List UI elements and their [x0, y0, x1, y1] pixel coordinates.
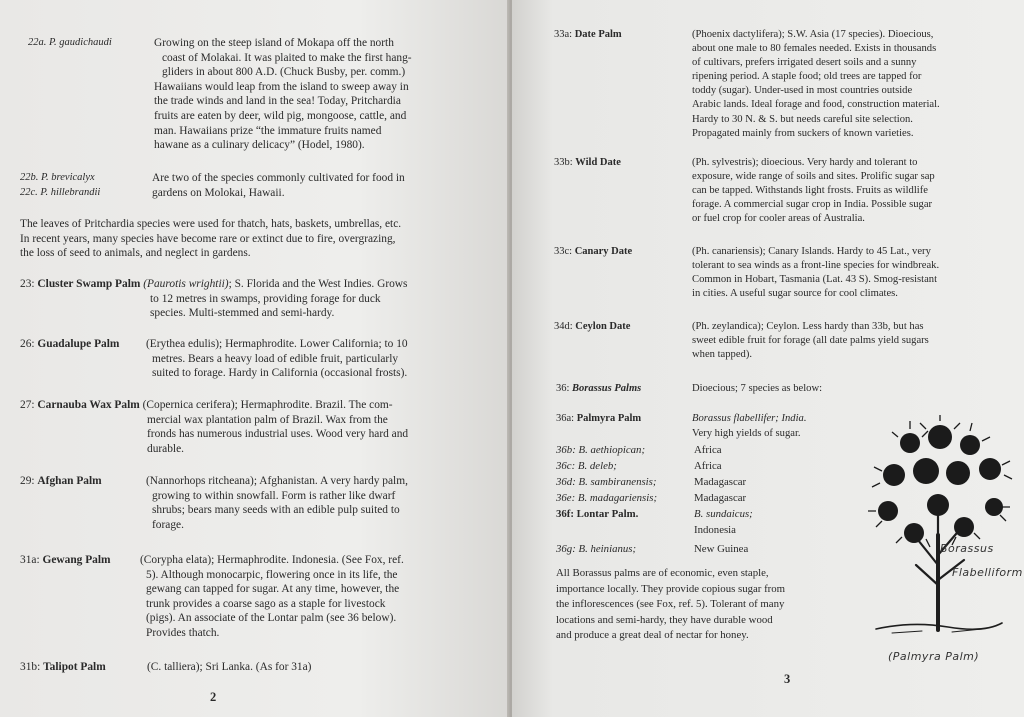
- text-line: hawane as a culinary delicacy” (Hodel, 1980).: [154, 139, 365, 152]
- text-line: to 12 metres in swamps, providing forage for duck: [150, 292, 381, 305]
- species-region: Madagascar: [694, 476, 747, 488]
- entry-body: [692, 245, 1012, 301]
- species-region: Madagascar: [694, 492, 747, 504]
- text-line: (Erythea edulis); Hermaphrodite. Lower California; to 10: [146, 338, 408, 350]
- text-line: tolerant to sea winds as a front-line species for windbreak.: [692, 260, 940, 272]
- text-line: importance locally. They provide copious sugar from: [556, 582, 786, 595]
- text-line: coast of Molakai. It was plaited to make the first hang-: [162, 51, 412, 64]
- entry-number: 31a:: [20, 554, 40, 566]
- page-number: 2: [210, 690, 217, 704]
- species-label: 36b: B. aethiopican;: [556, 444, 646, 456]
- text-line: (Ph. sylvestris); dioecious. Very hardy and tolerant to: [692, 157, 918, 168]
- text-line: locations and semi-hardy, they have durable wood: [556, 613, 773, 626]
- text-line: and produce a great deal of nectar for honey.: [556, 629, 749, 641]
- text-line: (C. talliera); Sri Lanka. (As for 31a): [147, 661, 312, 673]
- entry-body: [146, 474, 476, 532]
- crown: [927, 494, 949, 516]
- entry-number: 33b:: [554, 157, 573, 168]
- crown: [928, 425, 952, 449]
- entry-body: [152, 171, 472, 200]
- crown: [900, 433, 920, 453]
- entry-number: 31b:: [20, 661, 41, 673]
- left-page: [0, 0, 510, 717]
- text-line: ; S. Florida and the West Indies. Grows: [228, 278, 408, 290]
- entry-name: Wild Date: [575, 157, 621, 168]
- text-line: trunk provides a coarse sago as a staple for livestock: [146, 597, 386, 610]
- entry-label: [556, 412, 641, 427]
- entry-number: 33a:: [554, 29, 573, 40]
- crown: [904, 523, 924, 543]
- entry-number: 33c:: [554, 246, 573, 257]
- entry-body: [146, 337, 476, 381]
- text-line: Hawaiians would leap from the island to sweep away in: [154, 80, 409, 93]
- borassus-summary-paragraph: [556, 566, 856, 644]
- text-line: Common in Hobart, Tasmania (Lat. 43 S). Smog-resistant: [692, 274, 938, 286]
- entry-label: [556, 382, 641, 397]
- palmyra-palm-illustration: [852, 415, 1024, 645]
- species-label: 36d: B. sambiranensis;: [556, 476, 657, 488]
- entry-labels: [20, 171, 100, 200]
- entry-label: [20, 474, 102, 489]
- entry-body: [154, 36, 474, 153]
- species-region: Africa: [694, 444, 722, 456]
- crown: [883, 464, 905, 486]
- text-line: (Copernica cerifera); Hermaphrodite. Brazil. The com-: [142, 399, 393, 411]
- text-line: (pigs). An associate of the Lontar palm (see 36 below).: [146, 612, 397, 625]
- entry-label: 22c. P. hillebrandii: [20, 186, 101, 198]
- text-line: 5). Although monocarpic, flowering once in its life, the: [146, 568, 398, 581]
- entry-label: 22b. P. brevicalyx: [20, 172, 95, 183]
- species-region: New Guinea: [694, 543, 749, 555]
- text-line: species. Multi-stemmed and semi-hardy.: [150, 307, 335, 320]
- species-row: [556, 474, 856, 490]
- species-label: 36f: Lontar Palm.: [556, 508, 639, 520]
- entry-label: [554, 156, 621, 171]
- text-line: In recent years, many species have become rare or extinct due to fire, overgrazing,: [20, 232, 396, 245]
- borassus-species-list: [556, 442, 856, 557]
- entry-label: [20, 660, 106, 675]
- text-line: Growing on the steep island of Mokapa off the north: [154, 37, 394, 49]
- entry-number: 36a:: [556, 413, 575, 424]
- species-row: [556, 490, 856, 506]
- entry-number: 29:: [20, 475, 35, 487]
- text-line: Are two of the species commonly cultivated for food in: [152, 172, 405, 184]
- species-label: [556, 522, 694, 538]
- entry-label: [554, 320, 630, 335]
- species-row: [556, 442, 856, 458]
- entry-name: Ceylon Date: [575, 321, 631, 332]
- crown: [913, 458, 939, 484]
- entry-23: [20, 277, 490, 321]
- crown: [946, 461, 970, 485]
- entry-label: [20, 337, 119, 352]
- text-line: fruits are eaten by deer, wild pig, mongoose, cattle, and: [154, 109, 407, 122]
- crown: [954, 517, 974, 537]
- text-line: man. Hawaiians prize “the immature fruits named: [154, 124, 382, 137]
- palm-crowns: [878, 425, 1003, 543]
- entry-name: Borassus Palms: [572, 383, 642, 394]
- species-label: 36e: B. madagariensis;: [556, 492, 658, 504]
- text-line: can be tapped. Withstands light frosts. Fruits as wildlife: [692, 185, 928, 197]
- crown: [985, 498, 1003, 516]
- text-line: All Borassus palms are of economic, even staple,: [556, 567, 769, 579]
- species-row: [556, 541, 856, 557]
- text-line: the trade winds and land in the sea! Today, Pritchardia: [154, 95, 401, 108]
- entry-number: 34d:: [554, 321, 573, 332]
- entry-name: Talipot Palm: [43, 661, 106, 673]
- text-line: forage.: [152, 518, 184, 531]
- text-line: (Ph. zeylandica); Ceylon. Less hardy than 33b, but has: [692, 321, 924, 332]
- entry-name: Gewang Palm: [42, 554, 111, 566]
- text-line: growing to within snowfall. Form is rather like dwarf: [152, 489, 396, 502]
- text-line: Arabic lands. Ideal forage and food, construction material.: [692, 99, 940, 111]
- text-line: Very high yields of sugar.: [692, 427, 801, 439]
- species-row: [556, 506, 856, 522]
- entry-label: [20, 553, 111, 568]
- species-region: Indonesia: [694, 524, 736, 536]
- text-line: Propagated mainly from suckers of known varieties.: [692, 127, 914, 139]
- species-row: [556, 458, 856, 474]
- species-label: 36c: B. deleb;: [556, 460, 617, 472]
- entry-name: Carnauba Wax Palm: [37, 399, 140, 411]
- text-line: suited to forage. Hardy in California (occasional frosts).: [152, 367, 408, 380]
- crown: [878, 501, 898, 521]
- entry-label: [554, 245, 632, 260]
- species-label: 36g: B. heinianus;: [556, 543, 637, 555]
- entry-name: Afghan Palm: [37, 475, 102, 487]
- text-line: gardens on Molokai, Hawaii.: [152, 186, 285, 199]
- entry-body: [692, 412, 862, 441]
- entry-name: Palmyra Palm: [576, 413, 642, 424]
- entry-name: Date Palm: [574, 29, 622, 40]
- entry-body: [147, 660, 477, 675]
- entry-name: Guadalupe Palm: [37, 338, 120, 350]
- text-line: toddy (sugar). Under-used in most countries outside: [692, 85, 913, 97]
- entry-label: [554, 28, 622, 43]
- text-line: gliders in about 800 A.D. (Chuck Busby, per. comm.): [162, 66, 406, 79]
- text-line: the loss of seed to animals, and neglect in gardens.: [20, 247, 251, 260]
- entry-label: 22a. P. gaudichaudi: [28, 37, 112, 48]
- text-line: ripening period. A staple food; old trees are tapped for: [692, 71, 922, 83]
- crown: [979, 458, 1001, 480]
- page-number: 3: [784, 672, 791, 686]
- text-line: shrubs; bears many seeds with an edible pulp suited to: [152, 504, 400, 517]
- entry-number: 36:: [556, 383, 570, 394]
- entry-body: [692, 28, 1012, 141]
- text-line: forage. A commercial sugar crop in India. Possible sugar: [692, 199, 933, 211]
- text-line: exposure, wide range of soils and sites. Prolific sugar sap: [692, 171, 935, 183]
- text-line: (Ph. canariensis); Canary Islands. Hardy to 45 Lat., very: [692, 246, 931, 257]
- text-line: in cities. A useful sugar source for cool climates.: [692, 288, 898, 300]
- text-line: Provides thatch.: [146, 626, 220, 639]
- entry-first-line: [20, 277, 490, 292]
- text-line: gewang can tapped for sugar. At any time, however, the: [146, 583, 400, 596]
- text-line: fronds has numerous industrial uses. Wood very hard and: [147, 428, 409, 441]
- text-line: metres. Bears a heavy load of edible fruit, particularly: [152, 352, 399, 365]
- text-line: the inflorescences (see Fox, ref. 5). Tolerant of many: [556, 598, 785, 610]
- illustration-caption-line-3: (Palmyra Palm): [888, 650, 980, 663]
- entry-name: Cluster Swamp Palm: [37, 278, 141, 290]
- text-line: Hardy to 30 N. & S. but needs careful site selection.: [692, 113, 913, 125]
- text-line: about one male to 80 females needed. Exists in thousands: [692, 43, 937, 55]
- species-region: Africa: [694, 460, 722, 472]
- illustration-caption-line-1: Borassus: [940, 542, 994, 555]
- text-line: (Nannorhops ritcheana); Afghanistan. A very hardy palm,: [146, 475, 408, 487]
- text-line: or fuel crop for cooler areas of Australia.: [692, 213, 865, 225]
- text-line: sweet edible fruit for forage (all date palms yield sugars: [692, 335, 929, 347]
- entry-body: [692, 156, 1012, 226]
- text-line: when tapped).: [692, 349, 753, 361]
- species-region: B. sundaicus;: [694, 508, 753, 520]
- right-page: [512, 0, 1024, 717]
- text-line: (Corypha elata); Hermaphrodite. Indonesia. (See Fox, ref.: [140, 554, 404, 566]
- entry-body: [140, 553, 470, 641]
- entry-body: Dioecious; 7 species as below:: [692, 383, 823, 394]
- entry-number: 26:: [20, 338, 35, 350]
- illustration-caption-line-2: Flabelliform: [952, 566, 1023, 579]
- text-line: mercial wax plantation palm of Brazil. Wax from the: [147, 413, 388, 426]
- text-line: of cultivars, prefers irrigated desert soils and a sunny: [692, 57, 917, 69]
- entry-number: 27:: [20, 399, 35, 411]
- entry-first-line: [20, 398, 490, 413]
- text-line: The leaves of Pritchardia species were used for thatch, hats, baskets, umbrellas, etc.: [20, 218, 402, 230]
- entry-name: Canary Date: [574, 246, 633, 257]
- crown: [960, 435, 980, 455]
- species-row: [556, 522, 856, 538]
- text-line: (Phoenix dactylifera); S.W. Asia (17 species). Dioecious,: [692, 29, 934, 40]
- entry-27: [20, 398, 490, 456]
- entry-body: [692, 320, 1012, 362]
- entry-number: 23:: [20, 278, 35, 290]
- text-line: durable.: [147, 442, 185, 455]
- entry-scientific-name: (Paurotis wrightii): [143, 278, 229, 290]
- text-line: Borassus flabellifer; India.: [692, 413, 807, 424]
- pritchardia-leaves-paragraph: [20, 217, 490, 261]
